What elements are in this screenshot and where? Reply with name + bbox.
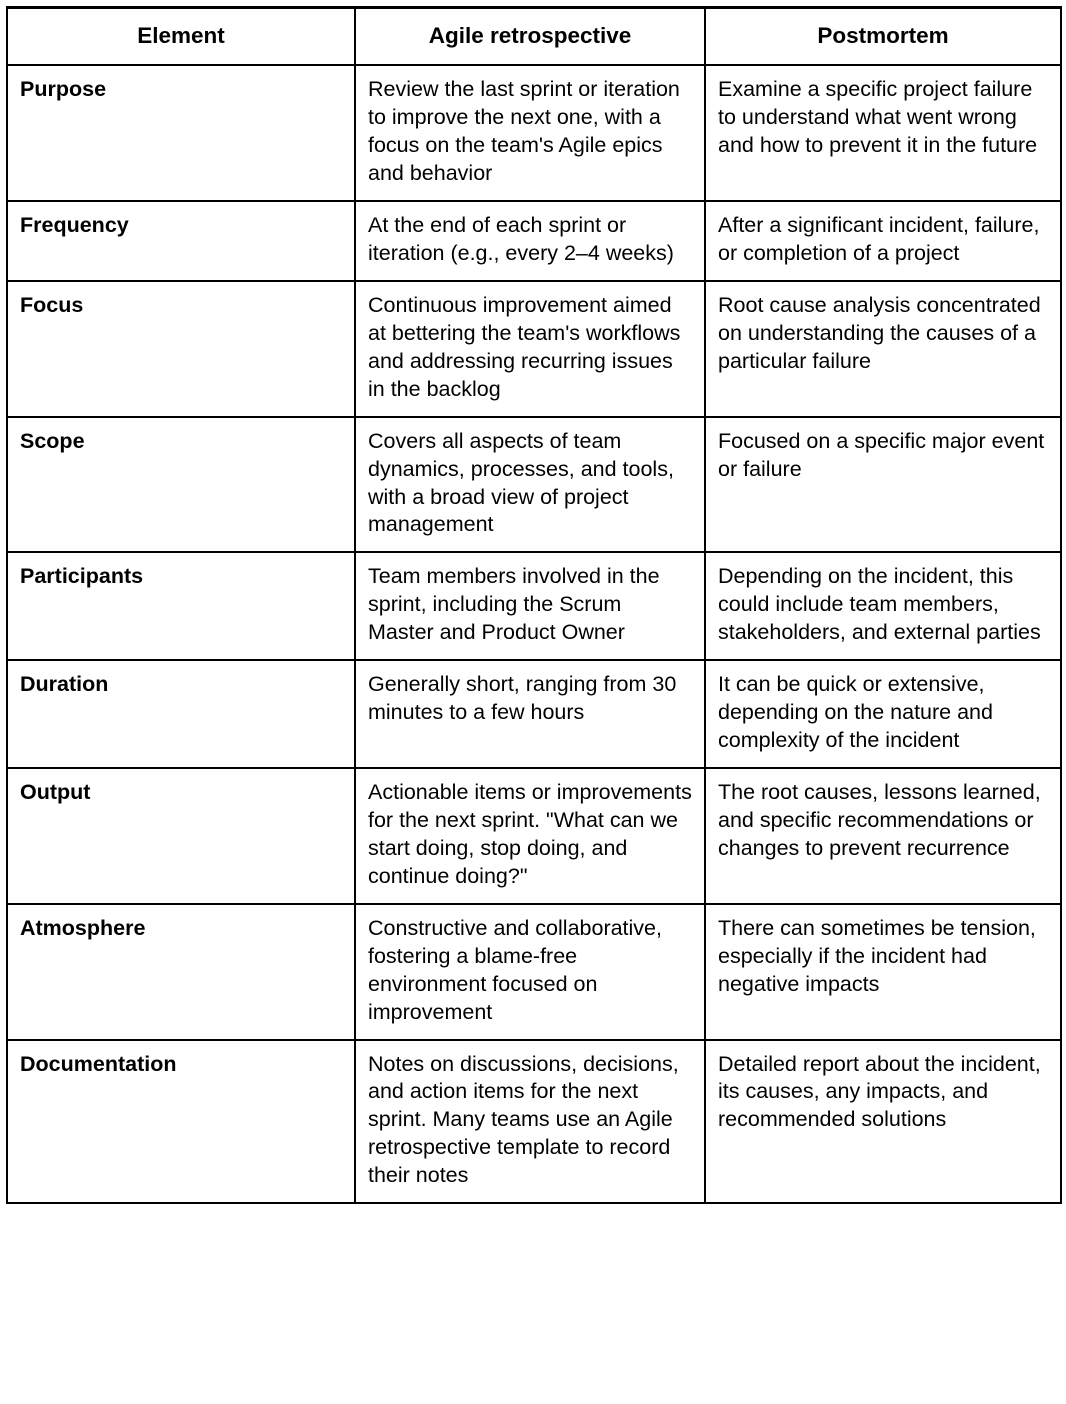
- table-row: [7, 660, 1061, 768]
- table-header-row: [7, 8, 1061, 66]
- cell-postmortem-duration: It can be quick or extensive, depending on the nature and complexity of the incident: [705, 660, 1061, 768]
- cell-agile-participants: Team members involved in the sprint, including the Scrum Master and Product Owner: [355, 552, 705, 660]
- cell-postmortem-atmosphere: There can sometimes be tension, especially if the incident had negative impacts: [705, 904, 1061, 1040]
- table-row: [7, 281, 1061, 417]
- cell-agile-output: Actionable items or improvements for the next sprint. "What can we start doing, stop doing, and continue doing?": [355, 768, 705, 904]
- comparison-table: [6, 6, 1062, 1204]
- cell-postmortem-documentation: Detailed report about the incident, its causes, any impacts, and recommended solutions: [705, 1040, 1061, 1204]
- table-body: [7, 65, 1061, 1203]
- row-label-scope: Scope: [7, 417, 355, 553]
- table-row: [7, 417, 1061, 553]
- cell-agile-duration: Generally short, ranging from 30 minutes to a few hours: [355, 660, 705, 768]
- cell-postmortem-purpose: Examine a specific project failure to understand what went wrong and how to prevent it in the future: [705, 65, 1061, 201]
- table-row: [7, 768, 1061, 904]
- row-label-frequency: Frequency: [7, 201, 355, 281]
- column-header-element: Element: [7, 8, 355, 66]
- column-header-agile-retrospective: Agile retrospective: [355, 8, 705, 66]
- table-row: [7, 904, 1061, 1040]
- cell-agile-frequency: At the end of each sprint or iteration (e.g., every 2–4 weeks): [355, 201, 705, 281]
- cell-postmortem-participants: Depending on the incident, this could include team members, stakeholders, and external parties: [705, 552, 1061, 660]
- table-row: [7, 201, 1061, 281]
- cell-agile-atmosphere: Constructive and collaborative, fostering a blame-free environment focused on improvement: [355, 904, 705, 1040]
- row-label-atmosphere: Atmosphere: [7, 904, 355, 1040]
- row-label-participants: Participants: [7, 552, 355, 660]
- row-label-purpose: Purpose: [7, 65, 355, 201]
- table-row: [7, 65, 1061, 201]
- cell-agile-documentation: Notes on discussions, decisions, and action items for the next sprint. Many teams use an Agile retrospective template to record their notes: [355, 1040, 705, 1204]
- row-label-duration: Duration: [7, 660, 355, 768]
- cell-postmortem-output: The root causes, lessons learned, and specific recommendations or changes to prevent recurrence: [705, 768, 1061, 904]
- cell-postmortem-focus: Root cause analysis concentrated on understanding the causes of a particular failure: [705, 281, 1061, 417]
- column-header-postmortem: Postmortem: [705, 8, 1061, 66]
- row-label-focus: Focus: [7, 281, 355, 417]
- cell-agile-purpose: Review the last sprint or iteration to improve the next one, with a focus on the team's Agile epics and behavior: [355, 65, 705, 201]
- cell-agile-focus: Continuous improvement aimed at bettering the team's workflows and addressing recurring issues in the backlog: [355, 281, 705, 417]
- table-row: [7, 552, 1061, 660]
- row-label-output: Output: [7, 768, 355, 904]
- cell-postmortem-frequency: After a significant incident, failure, or completion of a project: [705, 201, 1061, 281]
- table-header: [7, 8, 1061, 66]
- row-label-documentation: Documentation: [7, 1040, 355, 1204]
- table-row: [7, 1040, 1061, 1204]
- cell-postmortem-scope: Focused on a specific major event or failure: [705, 417, 1061, 553]
- cell-agile-scope: Covers all aspects of team dynamics, processes, and tools, with a broad view of project management: [355, 417, 705, 553]
